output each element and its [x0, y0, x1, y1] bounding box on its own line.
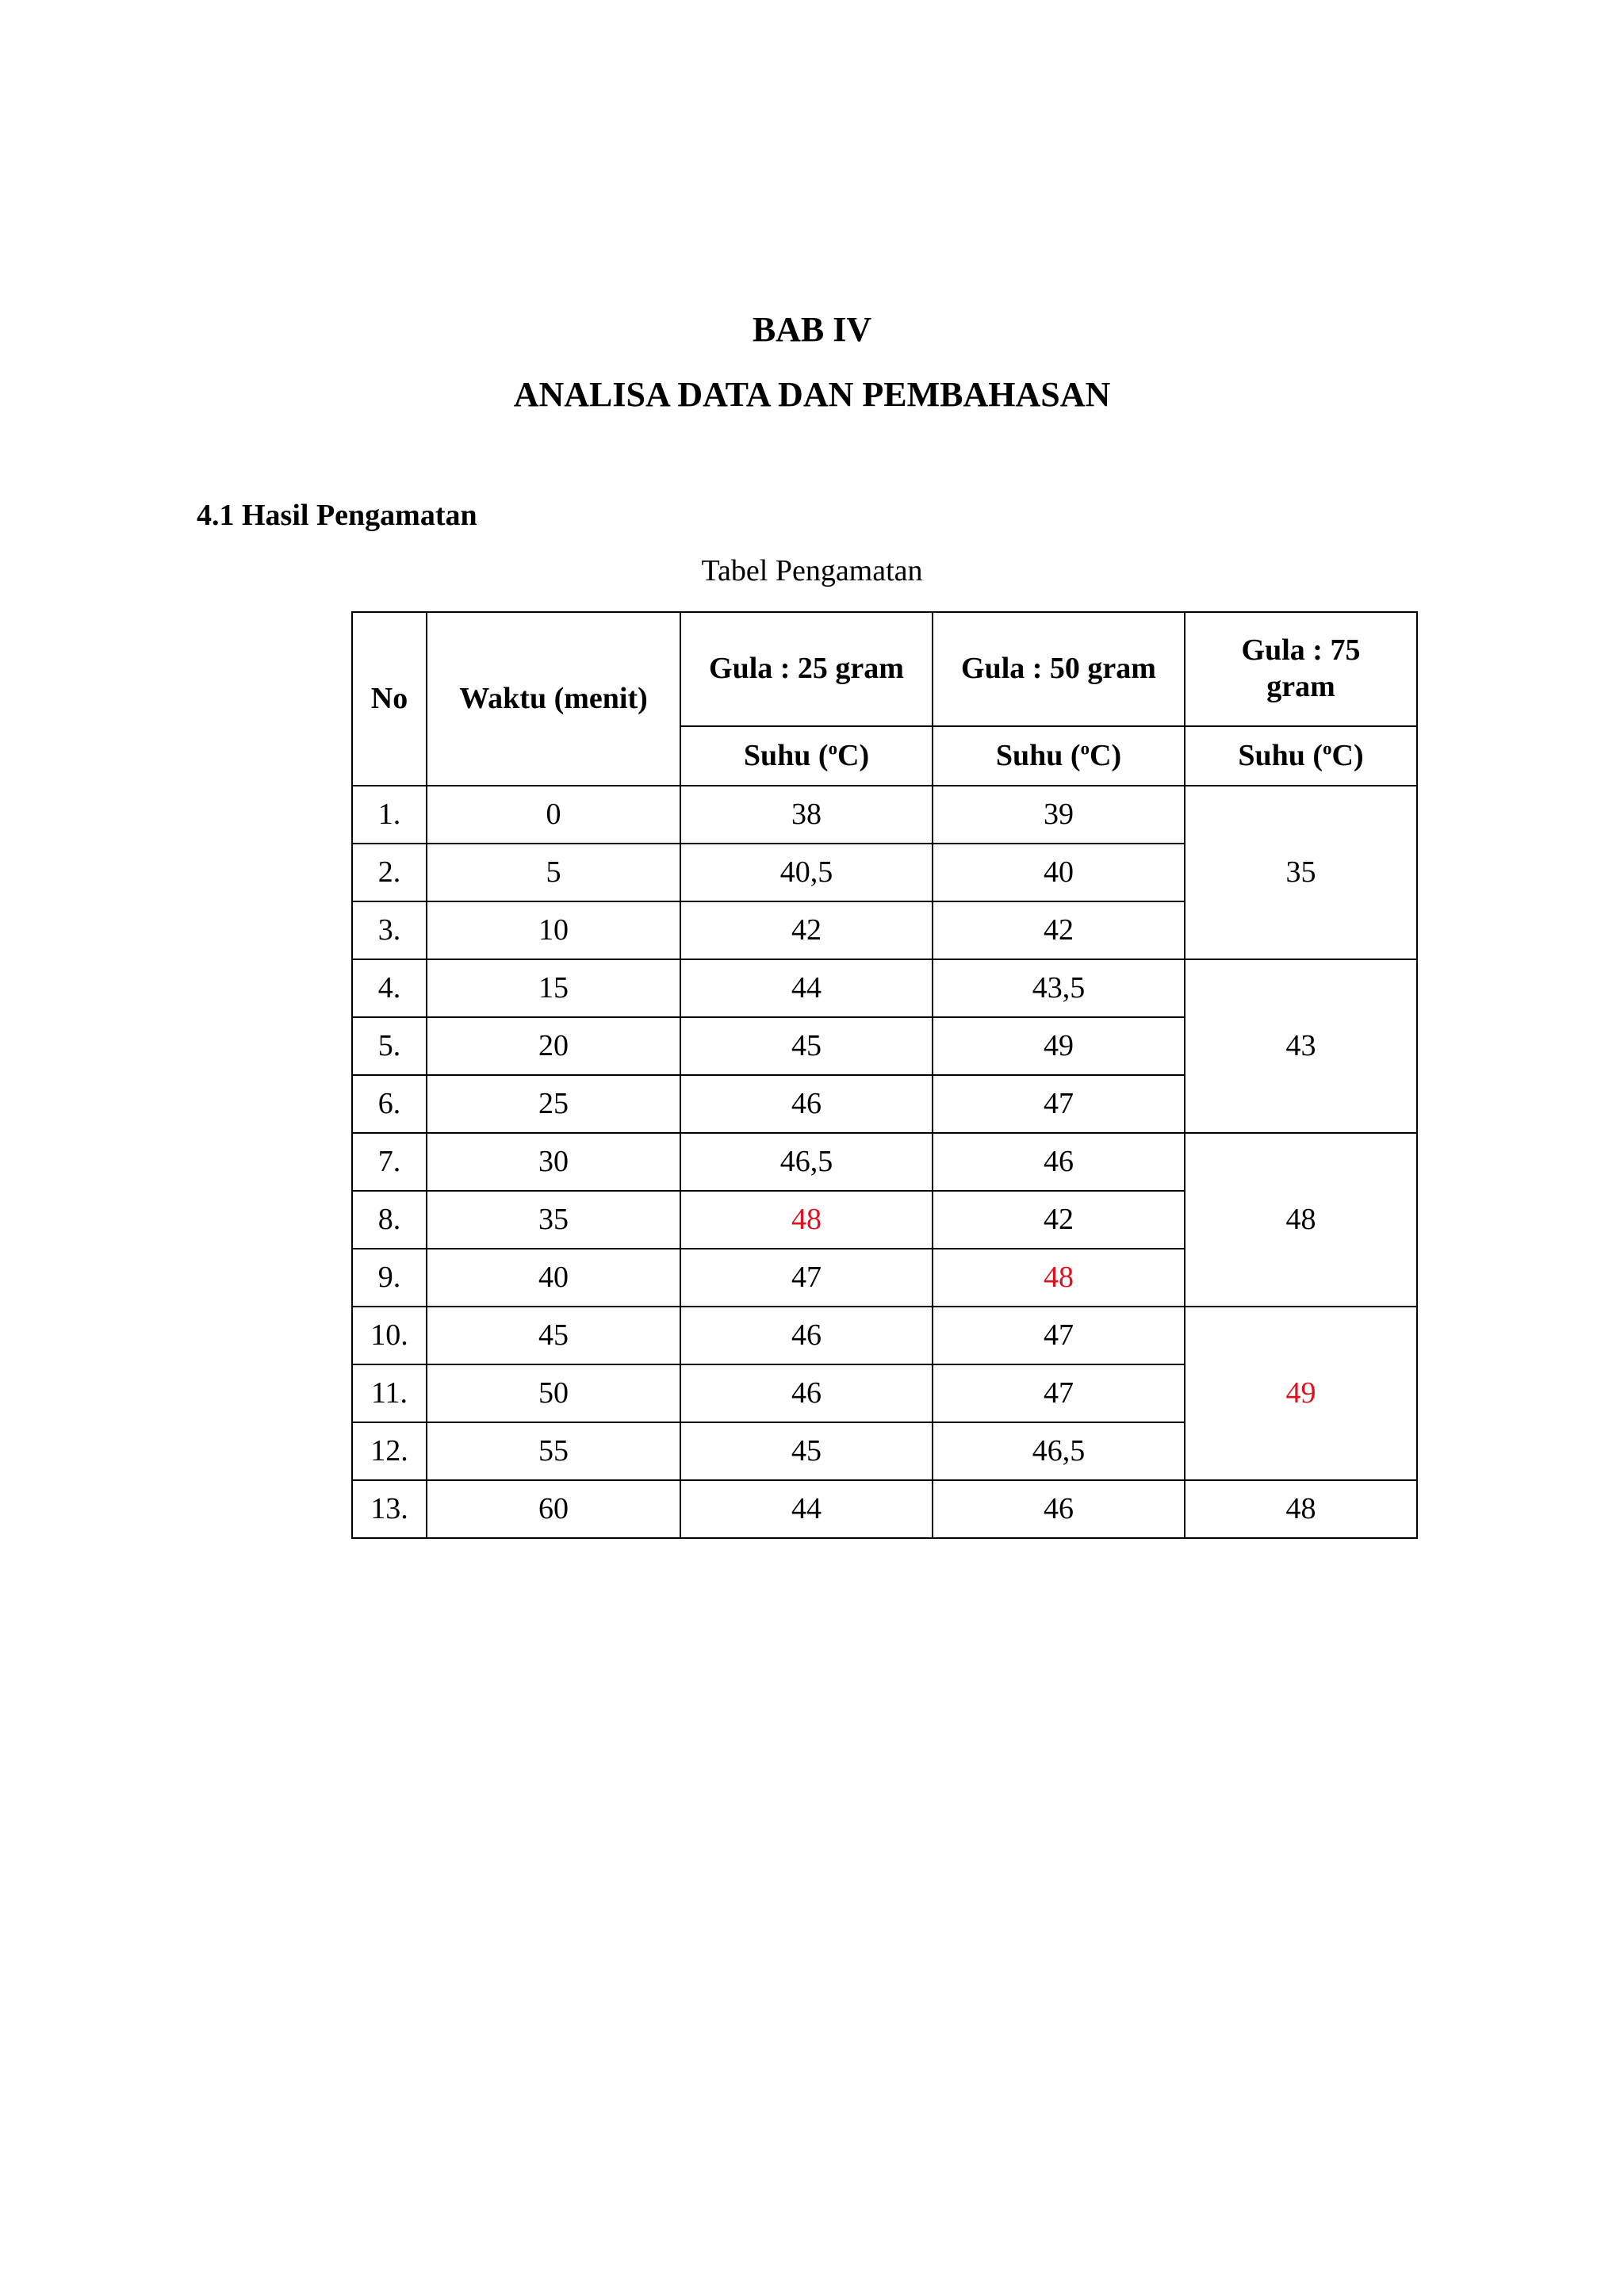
cell-g50: 40 [933, 844, 1185, 901]
cell-g50: 43,5 [933, 959, 1185, 1017]
table-row [352, 1480, 1417, 1538]
cell-no: 4. [352, 959, 427, 1017]
cell-g75-group: 43 [1185, 959, 1417, 1133]
header-no: No [352, 612, 427, 786]
cell-waktu: 40 [427, 1249, 680, 1307]
table-row [352, 786, 1417, 844]
cell-g50: 46 [933, 1480, 1185, 1538]
header-suhu-75: Suhu ($^o$C) [1185, 726, 1417, 786]
cell-g75-group: 35 [1185, 786, 1417, 959]
header-gula-75 [1185, 612, 1417, 726]
cell-waktu: 0 [427, 786, 680, 844]
header-gula-50: Gula : 50 gram [933, 612, 1185, 726]
cell-waktu: 15 [427, 959, 680, 1017]
header-gula-75-line1: Gula : 75 [1241, 633, 1361, 668]
cell-g50-highlight: 48 [933, 1249, 1185, 1307]
cell-g50: 42 [933, 901, 1185, 959]
cell-g25-highlight: 48 [680, 1191, 933, 1249]
cell-g25: 46 [680, 1075, 933, 1133]
cell-g25: 38 [680, 786, 933, 844]
cell-no: 13. [352, 1480, 427, 1538]
cell-waktu: 30 [427, 1133, 680, 1191]
cell-g75-group-highlight: 49 [1185, 1307, 1417, 1480]
cell-g25: 42 [680, 901, 933, 959]
header-gula-25: Gula : 25 gram [680, 612, 933, 726]
cell-no: 12. [352, 1422, 427, 1480]
cell-g50: 47 [933, 1307, 1185, 1364]
cell-g50: 49 [933, 1017, 1185, 1075]
observation-table [351, 611, 1418, 1539]
table-caption: Tabel Pengamatan [701, 554, 923, 587]
cell-waktu: 10 [427, 901, 680, 959]
table-row [352, 1307, 1417, 1364]
cell-g25: 40,5 [680, 844, 933, 901]
cell-g50: 46,5 [933, 1422, 1185, 1480]
cell-waktu: 20 [427, 1017, 680, 1075]
cell-g25: 45 [680, 1422, 933, 1480]
cell-g75-group: 48 [1185, 1133, 1417, 1307]
cell-waktu: 25 [427, 1075, 680, 1133]
cell-waktu: 55 [427, 1422, 680, 1480]
header-suhu-25: Suhu ($^o$C) [680, 726, 933, 786]
cell-waktu: 50 [427, 1364, 680, 1422]
cell-no: 7. [352, 1133, 427, 1191]
cell-g25: 47 [680, 1249, 933, 1307]
cell-g25: 45 [680, 1017, 933, 1075]
header-waktu: Waktu (menit) [427, 612, 680, 786]
cell-g25: 46 [680, 1364, 933, 1422]
cell-g50: 47 [933, 1075, 1185, 1133]
section-heading: 4.1 Hasil Pengamatan [197, 499, 477, 532]
cell-no: 2. [352, 844, 427, 901]
cell-g50: 42 [933, 1191, 1185, 1249]
table-row [352, 1133, 1417, 1191]
cell-waktu: 45 [427, 1307, 680, 1364]
cell-no: 5. [352, 1017, 427, 1075]
cell-g75-group: 48 [1185, 1480, 1417, 1538]
cell-no: 6. [352, 1075, 427, 1133]
header-suhu-50: Suhu ($^o$C) [933, 726, 1185, 786]
cell-no: 1. [352, 786, 427, 844]
cell-waktu: 60 [427, 1480, 680, 1538]
cell-no: 3. [352, 901, 427, 959]
cell-g25: 44 [680, 1480, 933, 1538]
chapter-number: BAB IV [752, 310, 872, 349]
cell-waktu: 5 [427, 844, 680, 901]
cell-no: 8. [352, 1191, 427, 1249]
cell-g25: 46 [680, 1307, 933, 1364]
header-gula-75-line2: gram [1266, 670, 1335, 703]
chapter-title: ANALISA DATA DAN PEMBAHASAN [513, 375, 1111, 414]
cell-no: 10. [352, 1307, 427, 1364]
cell-g50: 47 [933, 1364, 1185, 1422]
cell-g50: 46 [933, 1133, 1185, 1191]
cell-g25: 46,5 [680, 1133, 933, 1191]
cell-no: 11. [352, 1364, 427, 1422]
cell-waktu: 35 [427, 1191, 680, 1249]
cell-no: 9. [352, 1249, 427, 1307]
cell-g50: 39 [933, 786, 1185, 844]
cell-g25: 44 [680, 959, 933, 1017]
table-row [352, 959, 1417, 1017]
